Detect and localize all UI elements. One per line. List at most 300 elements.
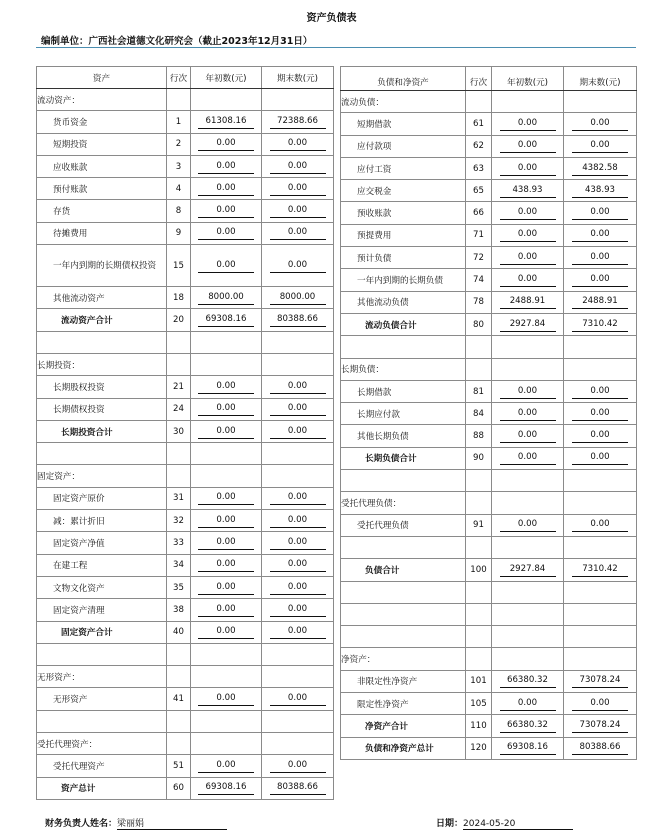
table-row [37, 331, 334, 353]
row-label: 长期应付款 [341, 403, 466, 425]
ending-balance: 0.00 [270, 137, 326, 151]
beginning-balance: 2927.84 [500, 318, 556, 332]
ending-balance: 0.00 [270, 581, 326, 595]
row-line-number: 65 [466, 180, 492, 202]
row-line-number: 34 [167, 554, 191, 576]
ending-balance-cell [262, 643, 334, 665]
row-line-number: 38 [167, 599, 191, 621]
ending-balance-cell [564, 291, 637, 313]
table-row [341, 313, 637, 335]
ending-balance: 7310.42 [572, 318, 628, 332]
ending-balance-cell [564, 447, 637, 469]
beginning-balance-cell [492, 514, 564, 536]
ending-balance: 0.00 [572, 429, 628, 443]
beginning-balance: 0.00 [198, 160, 254, 174]
column-header: 期末数(元) [564, 67, 637, 91]
table-row [341, 447, 637, 469]
row-line-number: 74 [466, 269, 492, 291]
row-line-number [466, 603, 492, 625]
row-label: 负债合计 [341, 559, 466, 581]
beginning-balance: 8000.00 [198, 291, 254, 305]
table-row [341, 470, 637, 492]
beginning-balance-cell [492, 715, 564, 737]
beginning-balance-cell [492, 269, 564, 291]
beginning-balance-cell [191, 755, 262, 777]
table-row [341, 536, 637, 558]
liabilities-table [340, 66, 637, 760]
row-line-number [167, 733, 191, 755]
beginning-balance-cell [191, 155, 262, 177]
table-row [341, 693, 637, 715]
row-label: 其他流动负债 [341, 291, 466, 313]
beginning-balance: 0.00 [198, 425, 254, 439]
row-line-number: 101 [466, 670, 492, 692]
row-label: 应付款项 [341, 135, 466, 157]
beginning-balance-cell [191, 376, 262, 398]
row-line-number: 20 [167, 309, 191, 331]
row-line-number: 40 [167, 621, 191, 643]
beginning-balance: 61308.16 [198, 115, 254, 129]
beginning-balance: 69308.16 [500, 741, 556, 755]
beginning-balance-cell [191, 443, 262, 465]
ending-balance-cell [564, 536, 637, 558]
ending-balance-cell [262, 777, 334, 799]
beginning-balance-cell [191, 178, 262, 200]
ending-balance: 2488.91 [572, 295, 628, 309]
ending-balance-cell [564, 492, 637, 514]
row-label: 受托代理资产： [37, 733, 167, 755]
beginning-balance: 0.00 [198, 137, 254, 151]
ending-balance: 0.00 [572, 385, 628, 399]
assets-table [36, 66, 334, 800]
row-line-number [167, 666, 191, 688]
beginning-balance-cell [191, 398, 262, 420]
beginning-balance-cell [492, 135, 564, 157]
ending-balance-cell [262, 420, 334, 442]
row-line-number [466, 91, 492, 113]
row-label: 货币资金 [37, 111, 167, 133]
table-row [37, 755, 334, 777]
ending-balance-cell [564, 247, 637, 269]
column-header: 行次 [466, 67, 492, 91]
row-label: 预付账款 [37, 178, 167, 200]
beginning-balance-cell [492, 447, 564, 469]
row-label: 应收账款 [37, 155, 167, 177]
row-label: 流动资产： [37, 89, 167, 111]
beginning-balance: 0.00 [198, 581, 254, 595]
table-row [37, 710, 334, 732]
row-label: 限定性净资产 [341, 693, 466, 715]
row-line-number: 72 [466, 247, 492, 269]
beginning-balance-cell [191, 420, 262, 442]
row-label: 固定资产合计 [37, 621, 167, 643]
footer-date [436, 816, 573, 830]
beginning-balance-cell [191, 576, 262, 598]
row-line-number: 3 [167, 155, 191, 177]
table-row [37, 245, 334, 287]
row-label: 流动资产合计 [37, 309, 167, 331]
ending-balance-cell [262, 443, 334, 465]
row-line-number [466, 492, 492, 514]
table-row [341, 403, 637, 425]
ending-balance: 0.00 [572, 139, 628, 153]
beginning-balance-cell [191, 465, 262, 487]
beginning-balance-cell [191, 487, 262, 509]
row-line-number: 24 [167, 398, 191, 420]
ending-balance-cell [262, 621, 334, 643]
row-label: 短期投资 [37, 133, 167, 155]
table-row [341, 559, 637, 581]
beginning-balance: 0.00 [500, 429, 556, 443]
ending-balance-cell [262, 245, 334, 287]
beginning-balance: 0.00 [500, 518, 556, 532]
ending-balance: 0.00 [270, 182, 326, 196]
row-label: 长期投资合计 [37, 420, 167, 442]
row-label [341, 626, 466, 648]
ending-balance: 0.00 [270, 625, 326, 639]
table-row [341, 157, 637, 179]
ending-balance: 0.00 [270, 514, 326, 528]
row-line-number: 120 [466, 737, 492, 759]
ending-balance: 0.00 [270, 380, 326, 394]
beginning-balance-cell [492, 626, 564, 648]
row-line-number: 110 [466, 715, 492, 737]
beginning-balance-cell [191, 89, 262, 111]
row-line-number [167, 331, 191, 353]
table-row [37, 487, 334, 509]
row-line-number [466, 336, 492, 358]
ending-balance: 0.00 [270, 759, 326, 773]
row-line-number: 91 [466, 514, 492, 536]
row-line-number: 32 [167, 510, 191, 532]
beginning-balance: 0.00 [198, 558, 254, 572]
row-line-number: 51 [167, 755, 191, 777]
table-row [341, 737, 637, 759]
column-header: 年初数(元) [191, 67, 262, 89]
table-row [37, 222, 334, 244]
ending-balance-cell [564, 113, 637, 135]
row-label: 预计负债 [341, 247, 466, 269]
column-header: 年初数(元) [492, 67, 564, 91]
ending-balance-cell [564, 715, 637, 737]
ending-balance-cell [564, 514, 637, 536]
table-row [37, 510, 334, 532]
row-label [341, 603, 466, 625]
column-header: 行次 [167, 67, 191, 89]
table-row [341, 358, 637, 380]
beginning-balance: 0.00 [198, 759, 254, 773]
table-row [37, 133, 334, 155]
left-header-row [37, 67, 334, 89]
ending-balance-cell [262, 666, 334, 688]
table-row [341, 492, 637, 514]
beginning-balance-cell [191, 200, 262, 222]
table-row [37, 155, 334, 177]
row-line-number: 84 [466, 403, 492, 425]
row-label: 固定资产原价 [37, 487, 167, 509]
table-row [341, 514, 637, 536]
row-label: 无形资产 [37, 688, 167, 710]
beginning-balance-cell [492, 670, 564, 692]
row-label: 存货 [37, 200, 167, 222]
ending-balance-cell [564, 403, 637, 425]
ending-balance: 0.00 [572, 518, 628, 532]
table-row [37, 398, 334, 420]
ending-balance: 0.00 [270, 204, 326, 218]
ending-balance-cell [262, 688, 334, 710]
table-row [341, 581, 637, 603]
row-line-number [466, 536, 492, 558]
row-label: 应交税金 [341, 180, 466, 202]
ending-balance-cell [262, 487, 334, 509]
row-line-number: 33 [167, 532, 191, 554]
row-line-number: 4 [167, 178, 191, 200]
row-line-number: 21 [167, 376, 191, 398]
row-label: 净资产合计 [341, 715, 466, 737]
beginning-balance: 0.00 [198, 259, 254, 273]
ending-balance-cell [262, 133, 334, 155]
table-row [37, 554, 334, 576]
ending-balance-cell [564, 470, 637, 492]
row-label: 短期借款 [341, 113, 466, 135]
ending-balance-cell [262, 554, 334, 576]
row-line-number: 60 [167, 777, 191, 799]
beginning-balance: 69308.16 [198, 781, 254, 795]
ending-balance-cell [262, 155, 334, 177]
table-row [37, 420, 334, 442]
org-unit: 编制单位：广西社会道德文化研究会（截止2023年12月31日） [41, 36, 313, 47]
ending-balance-cell [262, 89, 334, 111]
beginning-balance-cell [492, 291, 564, 313]
table-row [37, 376, 334, 398]
ending-balance-cell [564, 626, 637, 648]
beginning-balance-cell [492, 536, 564, 558]
row-line-number: 8 [167, 200, 191, 222]
table-row [37, 576, 334, 598]
beginning-balance-cell [492, 247, 564, 269]
row-line-number: 30 [167, 420, 191, 442]
ending-balance-cell [262, 599, 334, 621]
ending-balance: 80388.66 [270, 313, 326, 327]
table-row [37, 309, 334, 331]
ending-balance: 0.00 [572, 251, 628, 265]
ending-balance: 0.00 [270, 160, 326, 174]
table-row [37, 200, 334, 222]
row-label: 文物文化资产 [37, 576, 167, 598]
row-line-number [466, 358, 492, 380]
table-row [341, 180, 637, 202]
row-line-number: 2 [167, 133, 191, 155]
beginning-balance-cell [191, 222, 262, 244]
table-row [37, 465, 334, 487]
row-label: 预提费用 [341, 224, 466, 246]
column-header: 负债和净资产 [341, 67, 466, 91]
beginning-balance-cell [492, 492, 564, 514]
beginning-balance-cell [492, 113, 564, 135]
row-line-number: 41 [167, 688, 191, 710]
ending-balance-cell [262, 200, 334, 222]
footer-person [45, 816, 227, 830]
ending-balance: 72388.66 [270, 115, 326, 129]
row-label: 受托代理负债： [341, 492, 466, 514]
row-line-number: 31 [167, 487, 191, 509]
ending-balance: 0.00 [572, 407, 628, 421]
table-row [37, 733, 334, 755]
beginning-balance-cell [191, 532, 262, 554]
beginning-balance-cell [492, 91, 564, 113]
beginning-balance: 0.00 [198, 536, 254, 550]
beginning-balance: 0.00 [198, 226, 254, 240]
row-line-number [466, 648, 492, 670]
ending-balance-cell [564, 157, 637, 179]
beginning-balance: 0.00 [500, 385, 556, 399]
beginning-balance-cell [191, 133, 262, 155]
row-line-number [167, 643, 191, 665]
table-row [341, 202, 637, 224]
ending-balance-cell [564, 313, 637, 335]
row-label [341, 536, 466, 558]
row-label: 固定资产净值 [37, 532, 167, 554]
table-row [341, 224, 637, 246]
beginning-balance: 0.00 [500, 273, 556, 287]
ending-balance-cell [262, 111, 334, 133]
date-label: 日期： [436, 819, 464, 829]
row-line-number: 78 [466, 291, 492, 313]
person-name: 梁丽娟 [117, 816, 227, 830]
table-row [341, 425, 637, 447]
ending-balance: 7310.42 [572, 563, 628, 577]
beginning-balance: 0.00 [198, 182, 254, 196]
row-line-number: 100 [466, 559, 492, 581]
row-line-number: 88 [466, 425, 492, 447]
ending-balance-cell [262, 178, 334, 200]
row-label [37, 643, 167, 665]
beginning-balance: 2927.84 [500, 563, 556, 577]
report-title: 资产负债表 [306, 13, 357, 24]
row-label: 长期债权投资 [37, 398, 167, 420]
beginning-balance-cell [191, 733, 262, 755]
row-line-number: 15 [167, 245, 191, 287]
table-row [341, 135, 637, 157]
row-label [37, 443, 167, 465]
table-row [341, 603, 637, 625]
row-label: 长期负债： [341, 358, 466, 380]
ending-balance: 0.00 [270, 226, 326, 240]
table-row [341, 291, 637, 313]
beginning-balance-cell [191, 331, 262, 353]
ending-balance-cell [564, 224, 637, 246]
row-label: 固定资产清理 [37, 599, 167, 621]
ending-balance-cell [564, 581, 637, 603]
row-label: 一年内到期的长期债权投资 [37, 245, 167, 287]
ending-balance: 0.00 [572, 206, 628, 220]
beginning-balance-cell [492, 380, 564, 402]
table-row [341, 336, 637, 358]
table-row [341, 91, 637, 113]
table-row [37, 599, 334, 621]
ending-balance-cell [564, 425, 637, 447]
ending-balance: 0.00 [572, 117, 628, 131]
table-row [37, 353, 334, 375]
ending-balance-cell [564, 269, 637, 291]
ending-balance: 438.93 [572, 184, 628, 198]
row-label: 其他流动资产 [37, 287, 167, 309]
beginning-balance-cell [492, 425, 564, 447]
row-line-number: 81 [466, 380, 492, 402]
beginning-balance: 0.00 [500, 139, 556, 153]
beginning-balance: 0.00 [198, 514, 254, 528]
ending-balance: 0.00 [572, 697, 628, 711]
beginning-balance: 0.00 [198, 380, 254, 394]
beginning-balance: 66380.32 [500, 674, 556, 688]
ending-balance-cell [564, 91, 637, 113]
beginning-balance-cell [492, 737, 564, 759]
row-label [341, 470, 466, 492]
ending-balance-cell [564, 603, 637, 625]
beginning-balance-cell [191, 111, 262, 133]
row-label: 预收账款 [341, 202, 466, 224]
row-label: 流动负债： [341, 91, 466, 113]
beginning-balance: 0.00 [500, 407, 556, 421]
ending-balance: 73078.24 [572, 719, 628, 733]
row-line-number [466, 626, 492, 648]
ending-balance-cell [262, 222, 334, 244]
ending-balance-cell [262, 532, 334, 554]
table-row [37, 688, 334, 710]
beginning-balance-cell [492, 202, 564, 224]
beginning-balance-cell [492, 603, 564, 625]
row-label [37, 331, 167, 353]
right-header-row [341, 67, 637, 91]
table-row [37, 777, 334, 799]
beginning-balance: 0.00 [198, 603, 254, 617]
table-row [37, 111, 334, 133]
beginning-balance-cell [492, 648, 564, 670]
row-label: 固定资产： [37, 465, 167, 487]
row-line-number [167, 353, 191, 375]
row-label: 待摊费用 [37, 222, 167, 244]
beginning-balance-cell [191, 688, 262, 710]
beginning-balance: 0.00 [500, 228, 556, 242]
ending-balance: 0.00 [270, 692, 326, 706]
table-row [37, 532, 334, 554]
row-label: 长期投资： [37, 353, 167, 375]
ending-balance-cell [564, 380, 637, 402]
table-row [341, 715, 637, 737]
beginning-balance-cell [191, 287, 262, 309]
row-line-number: 90 [466, 447, 492, 469]
report-date: 2024-05-20 [463, 819, 573, 830]
table-row [341, 648, 637, 670]
row-line-number: 9 [167, 222, 191, 244]
ending-balance-cell [262, 576, 334, 598]
ending-balance-cell [262, 398, 334, 420]
beginning-balance: 0.00 [198, 204, 254, 218]
row-line-number [167, 443, 191, 465]
ending-balance-cell [262, 353, 334, 375]
table-row [37, 443, 334, 465]
row-label: 净资产： [341, 648, 466, 670]
ending-balance: 0.00 [270, 402, 326, 416]
ending-balance: 0.00 [270, 259, 326, 273]
ending-balance: 0.00 [270, 425, 326, 439]
beginning-balance-cell [191, 621, 262, 643]
beginning-balance-cell [191, 666, 262, 688]
beginning-balance-cell [191, 309, 262, 331]
ending-balance-cell [262, 465, 334, 487]
beginning-balance: 2488.91 [500, 295, 556, 309]
column-header: 期末数(元) [262, 67, 334, 89]
